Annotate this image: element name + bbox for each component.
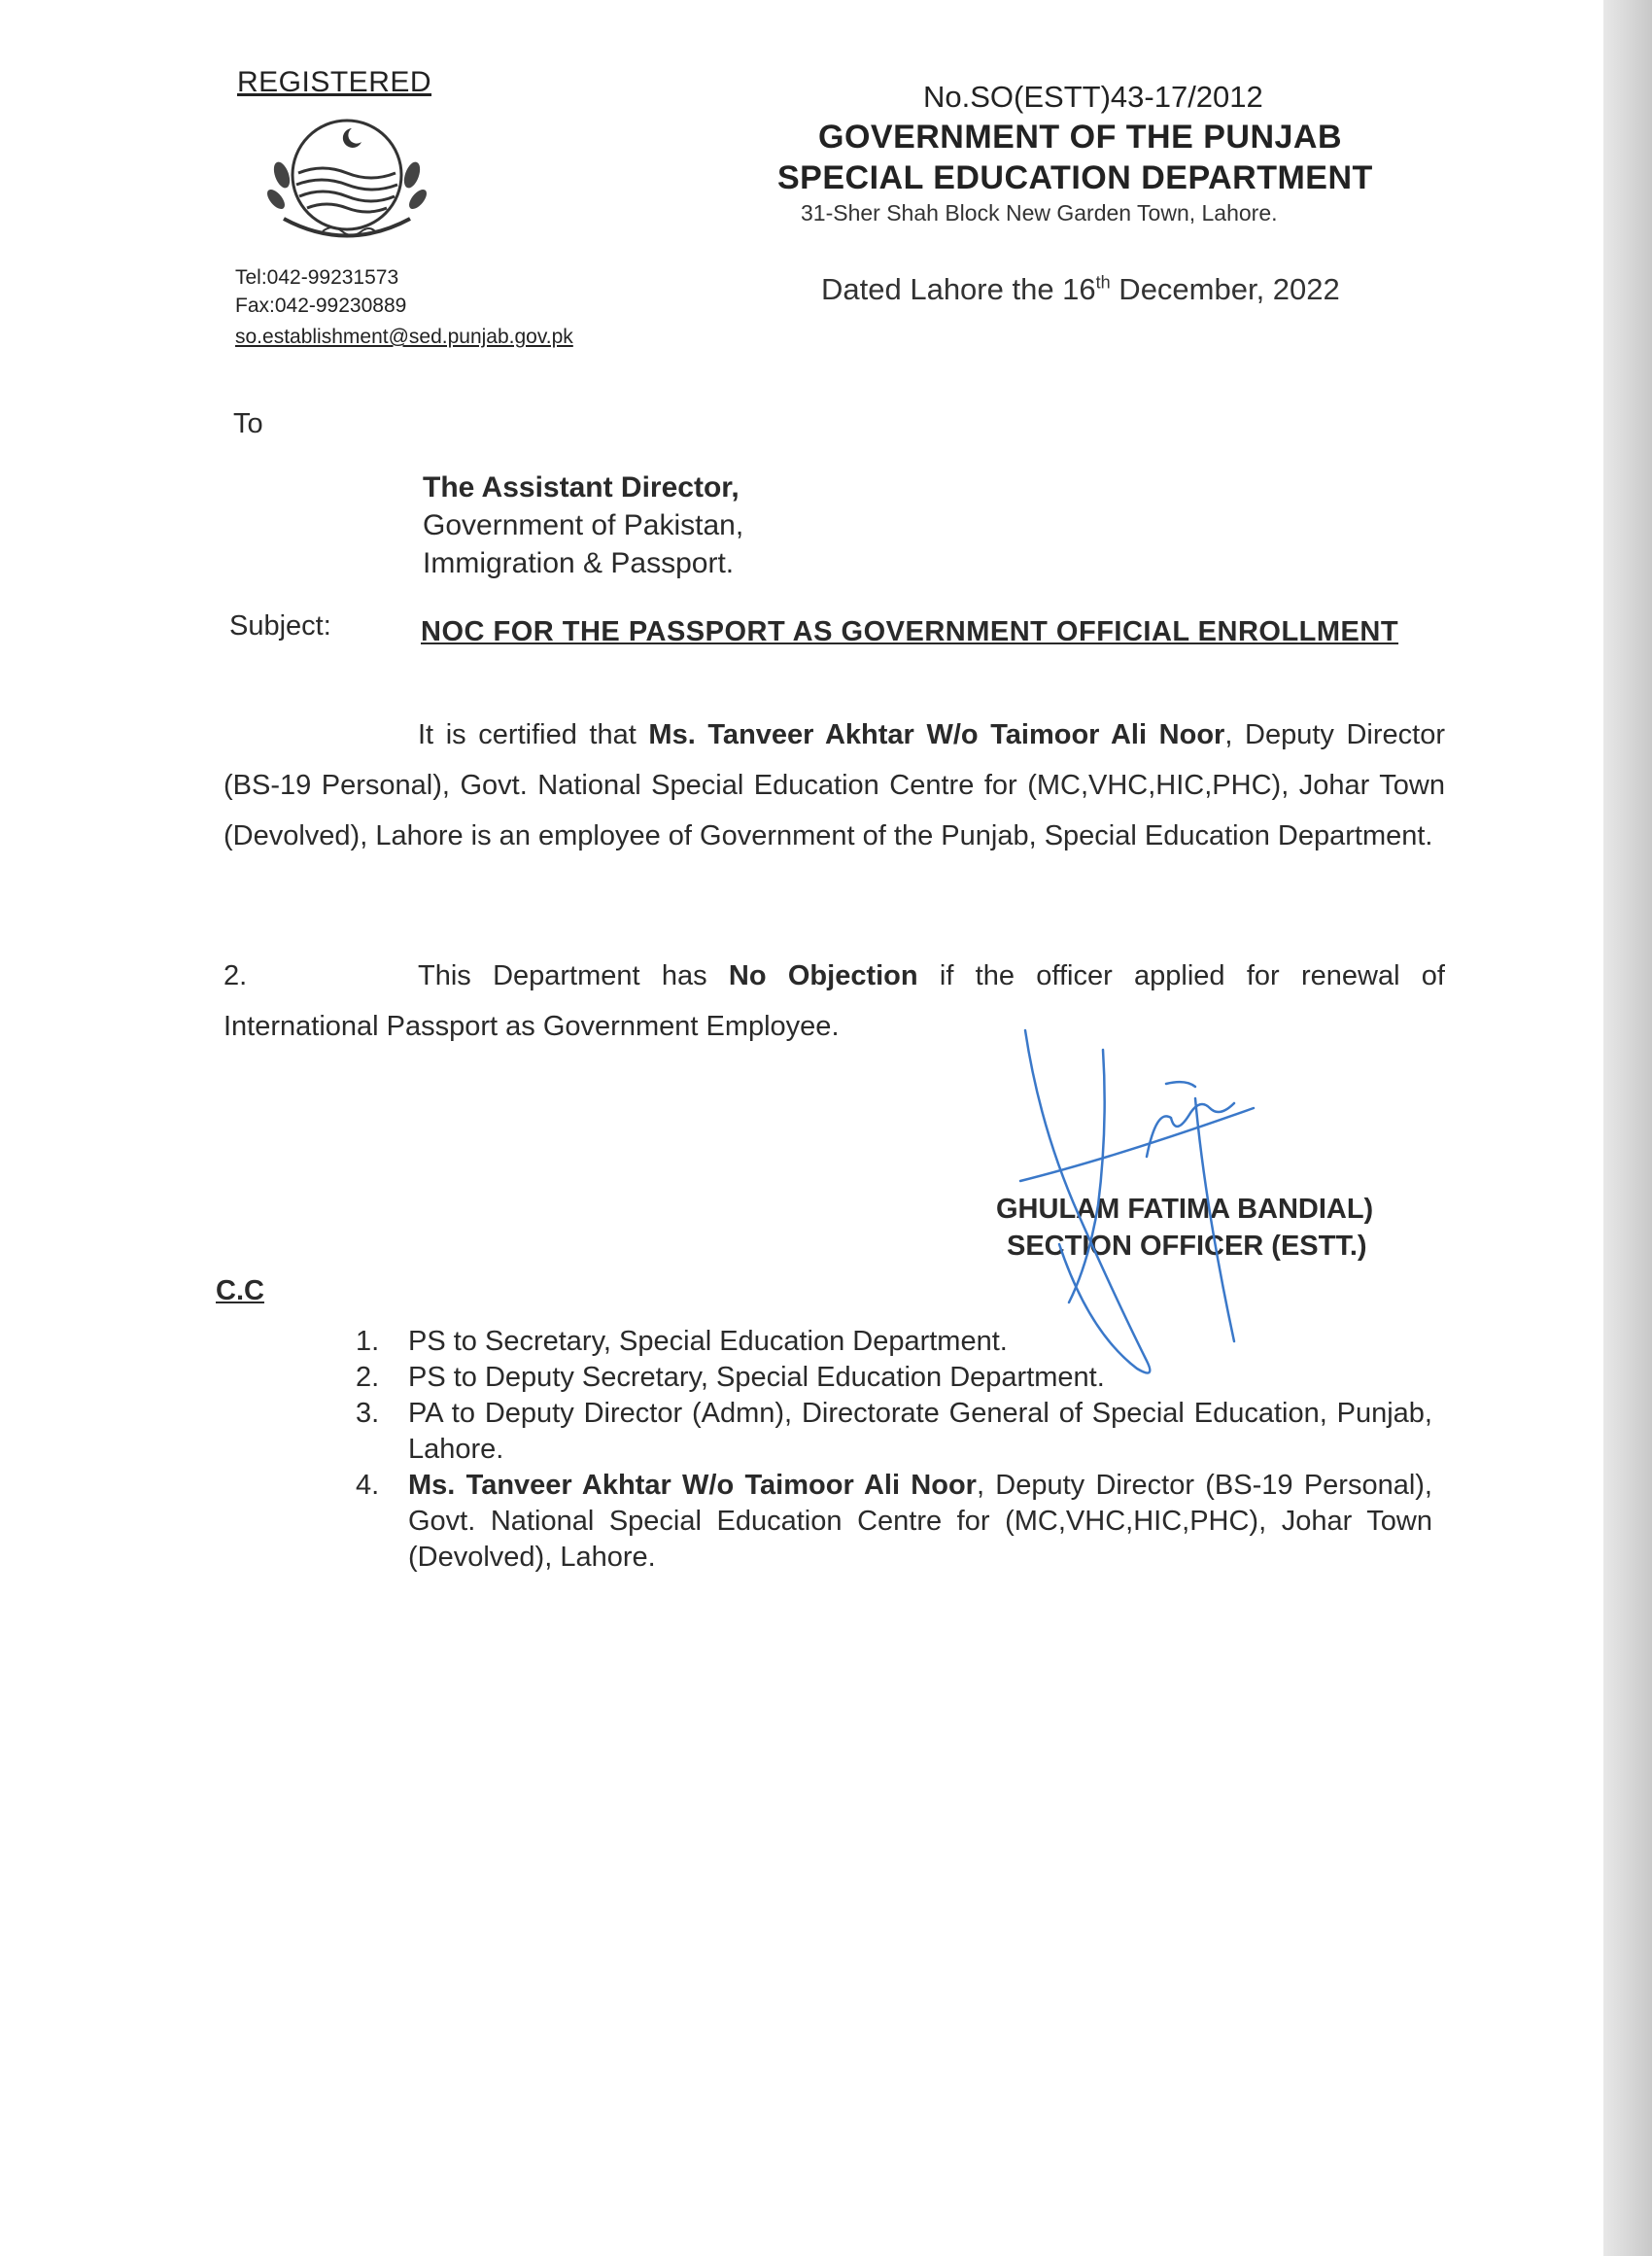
- cc-label: C.C: [216, 1275, 264, 1306]
- signatory-name: GHULAM FATIMA BANDIAL): [996, 1194, 1374, 1225]
- addressee-line: Immigration & Passport.: [423, 547, 735, 579]
- subject-label: Subject:: [229, 610, 331, 642]
- letter-date: Dated Lahore the 16th December, 2022: [821, 272, 1340, 306]
- addressee-line: Government of Pakistan,: [423, 509, 744, 541]
- department-heading: SPECIAL EDUCATION DEPARTMENT: [777, 159, 1373, 196]
- reference-number: No.SO(ESTT)43-17/2012: [923, 80, 1263, 114]
- email-link[interactable]: so.establishment@sed.punjab.gov.pk: [235, 326, 573, 348]
- to-label: To: [233, 408, 263, 439]
- signatory-title: SECTION OFFICER (ESTT.): [1007, 1231, 1367, 1262]
- addressee-title: The Assistant Director,: [423, 471, 740, 503]
- noc-paragraph: 2. This Department has No Objection if the officer applied for renewal of International Passport as Government Employee.: [224, 960, 1445, 1042]
- list-item: 3. PA to Deputy Director (Admn), Directorate General of Special Education, Punjab, Lahore.: [356, 1398, 1432, 1465]
- registered-label: REGISTERED: [237, 66, 432, 98]
- government-heading: GOVERNMENT OF THE PUNJAB: [818, 119, 1343, 156]
- list-item: 4. Ms. Tanveer Akhtar W/o Taimoor Ali Noor, Deputy Director (BS-19 Personal), Govt. National Special Education Centre for (MC,VHC,HIC,PHC), Johar Town (Devolved), Lahore.: [356, 1470, 1432, 1573]
- addressee-block: [423, 469, 743, 582]
- list-item: 2. PS to Deputy Secretary, Special Education Department.: [356, 1362, 1105, 1393]
- cc-list: [356, 1324, 1432, 1576]
- subject-text: NOC FOR THE PASSPORT AS GOVERNMENT OFFICIAL ENROLLMENT: [421, 616, 1399, 647]
- fax: Fax:042-99230889: [235, 295, 407, 317]
- list-item: 1. PS to Secretary, Special Education Department.: [356, 1326, 1008, 1357]
- certification-paragraph: It is certified that Ms. Tanveer Akhtar W/o Taimoor Ali Noor, Deputy Director (BS-19 Personal), Govt. National Special Education Centre for (MC,VHC,HIC,PHC), Johar Town (Devolved), Lahore is an employee of Government of the Punjab, Special Education Department.: [224, 719, 1446, 851]
- punjab-seal-icon: [255, 107, 439, 253]
- telephone: Tel:042-99231573: [235, 266, 399, 289]
- scan-edge: [1603, 0, 1652, 2256]
- department-address: 31-Sher Shah Block New Garden Town, Lahore.: [801, 200, 1278, 226]
